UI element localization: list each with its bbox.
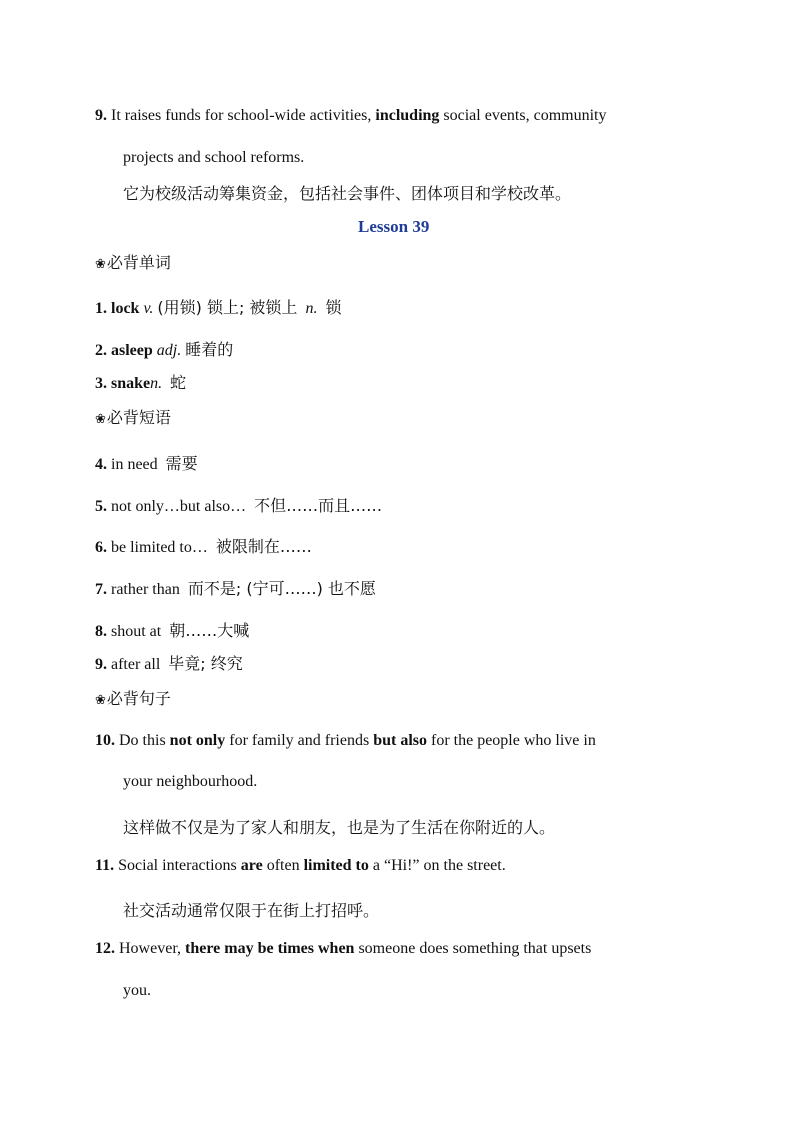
sentence-10-translation: 这样做不仅是为了家人和朋友，也是为了生活在你附近的人。 [123, 818, 556, 837]
sentence-text: for the people who live in [427, 732, 596, 749]
section-label: 必背单词 [106, 253, 171, 272]
phrase: rather than [107, 581, 180, 598]
sentence-text: Social interactions [114, 857, 241, 874]
item-number: 2. [95, 342, 107, 359]
sentence-11-translation: 社交活动通常仅限于在街上打招呼。 [123, 901, 380, 920]
translation: 被限制在…… [215, 537, 312, 556]
word-item-3 [95, 370, 186, 393]
item-number: 3. [95, 375, 107, 392]
sentence-9 [95, 107, 606, 125]
keyword: limited to [303, 857, 369, 874]
sentence-9-cont: projects and school reforms. [123, 149, 305, 166]
sentence-9-translation: 它为校级活动筹集资金，包括社会事件、团体项目和学校改革。 [123, 184, 572, 203]
item-number: 1. [95, 300, 107, 317]
translation: 不但……而且…… [254, 496, 383, 515]
sentence-text: a “Hi!” on the street. [368, 857, 506, 874]
translation: 而不是; (宁可……) 也不愿 [187, 579, 376, 598]
part-of-speech: v. [143, 300, 154, 317]
item-number: 4. [95, 456, 107, 473]
part-of-speech: adj. [156, 342, 182, 359]
sentence-10 [95, 732, 596, 750]
phrase-item-6 [95, 534, 312, 557]
keyword: not only [169, 732, 226, 749]
phrase: in need [107, 456, 158, 473]
word-item-1 [95, 295, 341, 318]
sentence-12 [95, 940, 591, 958]
sentence-text: It raises funds for school-wide activities, [107, 107, 376, 124]
item-number: 11. [95, 857, 115, 874]
flower-icon: ❀ [95, 257, 106, 272]
definition: 蛇 [170, 373, 187, 392]
item-number: 7. [95, 581, 107, 598]
word-item-2 [95, 337, 233, 360]
item-number: 5. [95, 498, 107, 515]
phrase-item-5 [95, 493, 382, 516]
phrase-item-4 [95, 451, 198, 474]
section-label: 必背短语 [106, 408, 171, 427]
definition: 锁 [325, 298, 342, 317]
phrase: be limited to… [107, 539, 208, 556]
sentence-12-cont: you. [123, 982, 151, 999]
word: snake [111, 375, 151, 392]
phrase-item-7 [95, 576, 376, 599]
definition: (用锁) 锁上; 被锁上 [157, 298, 298, 317]
item-number: 9. [95, 656, 107, 673]
sentence-10-cont: your neighbourhood. [123, 773, 258, 790]
phrase-item-9 [95, 651, 243, 674]
part-of-speech: n. [305, 300, 318, 317]
flower-icon: ❀ [95, 693, 106, 708]
sentence-text: for family and friends [225, 732, 374, 749]
section-label: 必背句子 [106, 689, 171, 708]
item-number: 8. [95, 623, 107, 640]
part-of-speech: n. [150, 375, 163, 392]
translation: 朝……大喊 [169, 621, 250, 640]
phrase: after all [107, 656, 161, 673]
section-words-heading [95, 250, 171, 273]
sentence-11 [95, 857, 506, 875]
word: lock [111, 300, 140, 317]
sentence-text: someone does something that upsets [354, 940, 592, 957]
definition: 睡着的 [185, 340, 234, 359]
keyword: are [240, 857, 263, 874]
lesson-title: Lesson 39 [358, 217, 430, 236]
phrase: shout at [107, 623, 162, 640]
sentence-text: social events, community [439, 107, 607, 124]
sentence-text: However, [115, 940, 185, 957]
phrase: not only…but also… [107, 498, 247, 515]
item-number: 10. [95, 732, 115, 749]
sentence-text: often [262, 857, 304, 874]
item-number: 9. [95, 107, 107, 124]
word: asleep [111, 342, 153, 359]
item-number: 6. [95, 539, 107, 556]
item-number: 12. [95, 940, 115, 957]
keyword: including [375, 107, 440, 124]
phrase-item-8 [95, 618, 249, 641]
translation: 需要 [165, 454, 198, 473]
sentence-text: Do this [115, 732, 170, 749]
keyword: there may be times when [185, 940, 355, 957]
section-phrases-heading [95, 405, 171, 428]
translation: 毕竟; 终究 [168, 654, 243, 673]
flower-icon: ❀ [95, 412, 106, 427]
section-sentences-heading [95, 686, 171, 709]
keyword: but also [373, 732, 427, 749]
